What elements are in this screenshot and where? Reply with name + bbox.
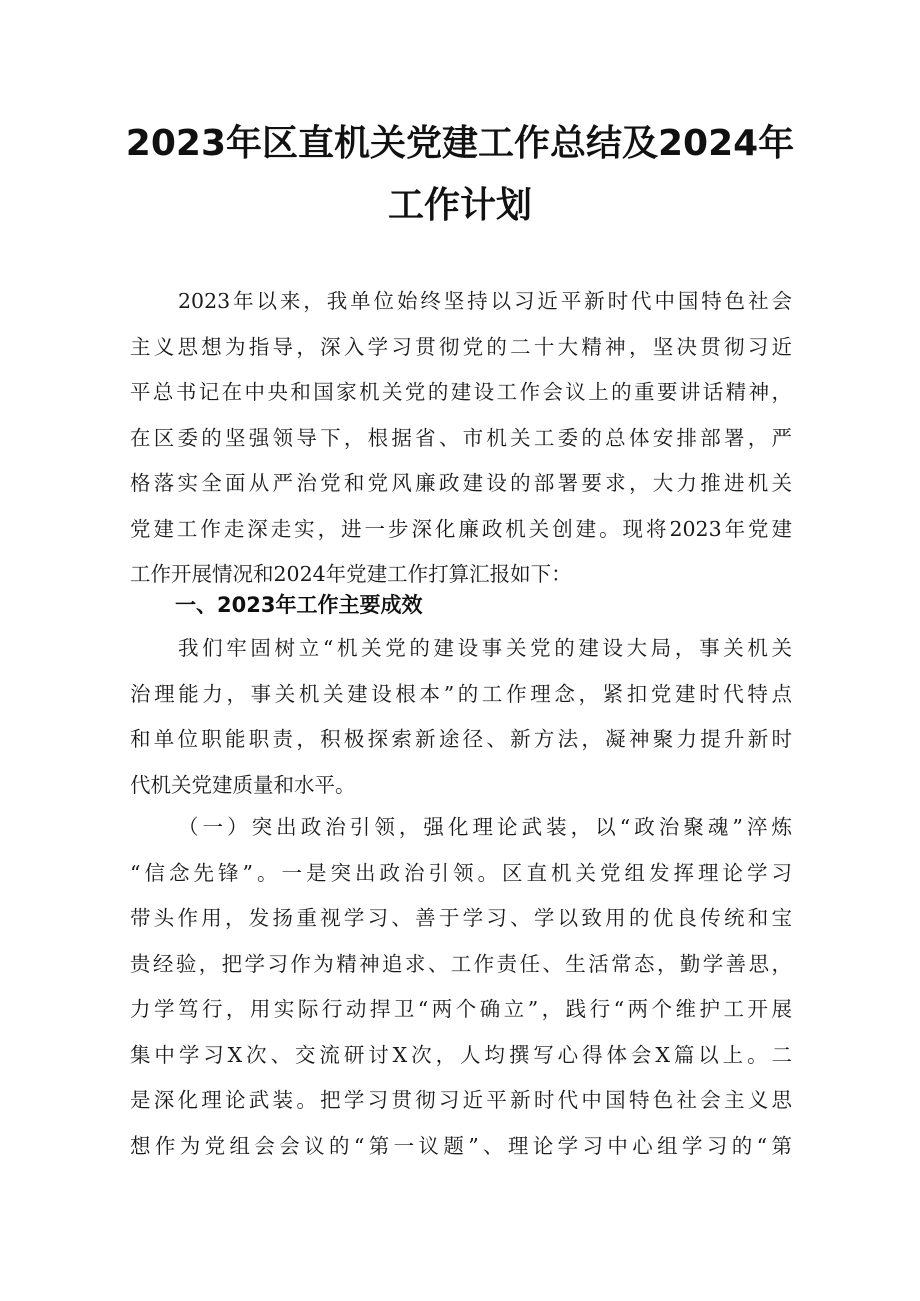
section-1-line: 代机关党建质量和水平。 <box>130 772 356 797</box>
intro-line: 2023年以来，我单位始终坚持以习近平新时代中国特色社会 <box>178 289 792 313</box>
intro-line: 党建工作走深走实，进一步深化廉政机关创建。现将2023年党建 <box>130 516 792 541</box>
intro-line: 平总书记在中央和国家机关党的建设工作会议上的重要讲话精神， <box>130 380 792 404</box>
subsection-1-line: （一）突出政治引领，强化理论武装，以“政治聚魂”淬炼 <box>178 815 792 839</box>
subsection-1-line: “信念先锋”。一是突出政治引领。区直机关党组发挥理论学习 <box>130 860 792 885</box>
subsection-1-paragraph <box>130 805 792 1169</box>
section-1-line: 治理能力，事关机关建设根本”的工作理念，紧扣党建时代特点 <box>130 681 792 706</box>
intro-line: 在区委的坚强领导下，根据省、市机关工委的总体安排部署，严 <box>130 425 792 450</box>
intro-line: 主义思想为指导，深入学习贯彻党的二十大精神，坚决贯彻习近 <box>130 334 792 359</box>
document-title-line-1: 2023年区直机关党建工作总结及2024年 <box>125 123 795 164</box>
subsection-1-line: 力学笃行，用实际行动捍卫“两个确立”，践行“两个维护工开展 <box>130 997 792 1021</box>
subsection-1-line: 想作为党组会会议的“第一议题”、理论学习中心组学习的“第 <box>130 1133 792 1158</box>
section-1-line: 我们牢固树立“机关党的建设事关党的建设大局，事关机关 <box>178 636 792 660</box>
subsection-1-line: 集中学习X次、交流研讨X次，人均撰写心得体会X篇以上。二 <box>130 1042 792 1067</box>
intro-paragraph <box>130 279 792 598</box>
subsection-1-line: 贵经验，把学习作为精神追求、工作责任、生活常态，勤学善思， <box>130 951 792 976</box>
intro-line: 工作开展情况和2024年党建工作打算汇报如下： <box>130 562 572 586</box>
intro-line: 格落实全面从严治党和党风廉政建设的部署要求，大力推进机关 <box>130 471 792 495</box>
subsection-1-line: 带头作用，发扬重视学习、善于学习、学以致用的优良传统和宝 <box>130 906 792 930</box>
section-1-line: 和单位职能职责，积极探索新途径、新方法，凝神聚力提升新时 <box>130 727 792 751</box>
subsection-1-line: 是深化理论武装。把学习贯彻习近平新时代中国特色社会主义思 <box>130 1088 792 1112</box>
section-1-paragraph <box>130 626 792 808</box>
section-1-heading: 一、2023年工作主要成效 <box>175 593 423 617</box>
document-title-line-2: 工作计划 <box>387 185 532 226</box>
